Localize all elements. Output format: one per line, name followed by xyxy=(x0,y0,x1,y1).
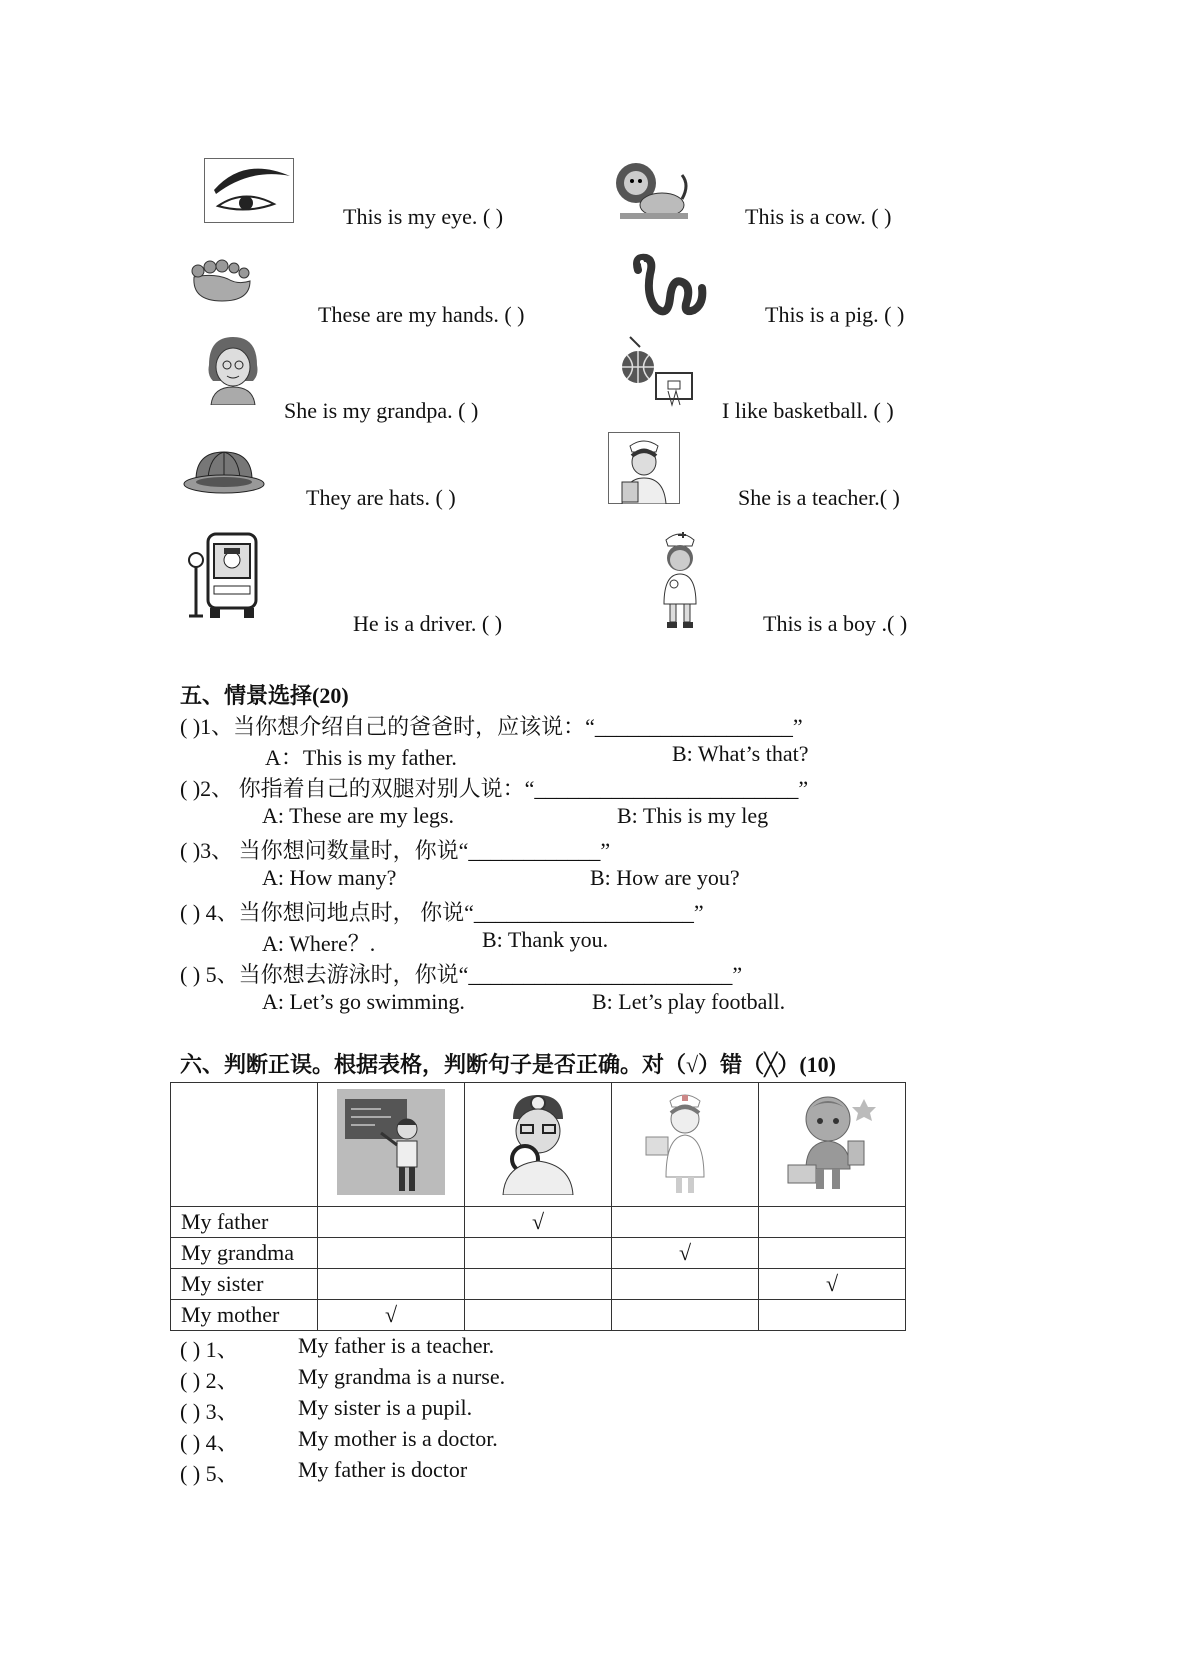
question-4-option-a: A: Where？. xyxy=(262,931,376,956)
teacher-column-header xyxy=(318,1083,465,1207)
table-cell xyxy=(465,1238,612,1269)
sentence-2: This is a cow. ( ) xyxy=(745,204,892,229)
row-label: My father xyxy=(171,1207,318,1238)
pupil-column-header xyxy=(759,1083,906,1207)
section5-heading: 五、情景选择(20) xyxy=(180,683,349,708)
statement-1-text: My father is a teacher. xyxy=(298,1333,495,1358)
question-4-option-b: B: Thank you. xyxy=(482,927,609,952)
question-2-stem: ( )2、 你指着自己的双腿对别人说：“________________________” xyxy=(180,776,809,801)
nurse-icon xyxy=(608,432,680,504)
section6-heading: 六、判断正误。根据表格，判断句子是否正确。对（√）错（╳）(10) xyxy=(180,1052,836,1077)
sentence-3: These are my hands. ( ) xyxy=(318,302,525,327)
statement-3-number: ( ) 3、 xyxy=(180,1399,239,1424)
grandma-icon xyxy=(203,335,263,405)
sentence-5: She is my grandpa. ( ) xyxy=(284,398,479,423)
table-cell xyxy=(465,1300,612,1331)
question-2-option-b: B: This is my leg xyxy=(617,803,769,828)
table-row xyxy=(171,1300,906,1331)
table-row xyxy=(171,1269,906,1300)
sentence-9: He is a driver. ( ) xyxy=(353,611,503,636)
question-3-option-a: A: How many? xyxy=(262,865,397,890)
table-cell xyxy=(318,1269,465,1300)
question-1-option-b: B: What’s that? xyxy=(672,741,809,766)
question-5-option-b: B: Let’s play football. xyxy=(592,989,786,1014)
nurse-icon xyxy=(640,1087,730,1203)
statement-5-text: My father is doctor xyxy=(298,1457,468,1482)
statement-2-text: My grandma is a nurse. xyxy=(298,1364,506,1389)
table-row xyxy=(171,1207,906,1238)
sentence-8: She is a teacher.( ) xyxy=(738,485,900,510)
statement-5-number: ( ) 5、 xyxy=(180,1461,239,1486)
row-label: My mother xyxy=(171,1300,318,1331)
statement-4-text: My mother is a doctor. xyxy=(298,1426,498,1451)
statement-2-number: ( ) 2、 xyxy=(180,1368,239,1393)
sentence-4: This is a pig. ( ) xyxy=(765,302,905,327)
table-cell xyxy=(318,1207,465,1238)
table-cell xyxy=(612,1207,759,1238)
sentence-6: I like basketball. ( ) xyxy=(722,398,894,423)
bus-driver-icon xyxy=(186,530,261,620)
doctor-icon xyxy=(493,1089,583,1201)
table-header-row xyxy=(171,1083,906,1207)
sentence-10: This is a boy .( ) xyxy=(763,611,908,636)
question-5-stem: ( ) 5、当你想去游泳时，你说“________________________” xyxy=(180,962,743,987)
question-5-option-a: A: Let’s go swimming. xyxy=(262,989,465,1014)
table-cell xyxy=(612,1269,759,1300)
hat-icon xyxy=(182,448,267,498)
question-3-stem: ( )3、 当你想问数量时，你说“____________” xyxy=(180,838,611,863)
table-cell: √ xyxy=(759,1269,906,1300)
table-cell xyxy=(759,1300,906,1331)
table-cell xyxy=(759,1238,906,1269)
teacher-icon xyxy=(337,1089,445,1201)
statement-1-number: ( ) 1、 xyxy=(180,1337,239,1362)
table-cell xyxy=(318,1238,465,1269)
table-cell: √ xyxy=(318,1300,465,1331)
basketball-icon xyxy=(618,335,698,410)
girl-nurse-icon xyxy=(650,528,710,632)
pupil-icon xyxy=(782,1089,882,1201)
table-cell xyxy=(465,1269,612,1300)
nurse-column-header xyxy=(612,1083,759,1207)
question-4-stem: ( ) 4、当你想问地点时， 你说“____________________” xyxy=(180,900,704,925)
statement-4-number: ( ) 4、 xyxy=(180,1430,239,1455)
statement-3-text: My sister is a pupil. xyxy=(298,1395,473,1420)
snake-icon xyxy=(630,252,710,317)
table-cell xyxy=(759,1207,906,1238)
table-corner-cell xyxy=(171,1083,318,1207)
occupation-table xyxy=(170,1082,906,1331)
foot-icon xyxy=(188,255,258,305)
sentence-7: They are hats. ( ) xyxy=(306,485,456,510)
eye-icon xyxy=(204,158,294,223)
question-2-option-a: A: These are my legs. xyxy=(262,803,455,828)
row-label: My sister xyxy=(171,1269,318,1300)
sentence-1: This is my eye. ( ) xyxy=(343,204,504,229)
table-row xyxy=(171,1238,906,1269)
table-cell: √ xyxy=(465,1207,612,1238)
table-cell: √ xyxy=(612,1238,759,1269)
doctor-column-header xyxy=(465,1083,612,1207)
question-3-option-b: B: How are you? xyxy=(590,865,740,890)
table-cell xyxy=(612,1300,759,1331)
lion-icon xyxy=(612,155,692,225)
question-1-option-a: A：This is my father. xyxy=(265,745,457,770)
row-label: My grandma xyxy=(171,1238,318,1269)
question-1-stem: ( )1、当你想介绍自己的爸爸时，应该说：“__________________” xyxy=(180,714,803,739)
